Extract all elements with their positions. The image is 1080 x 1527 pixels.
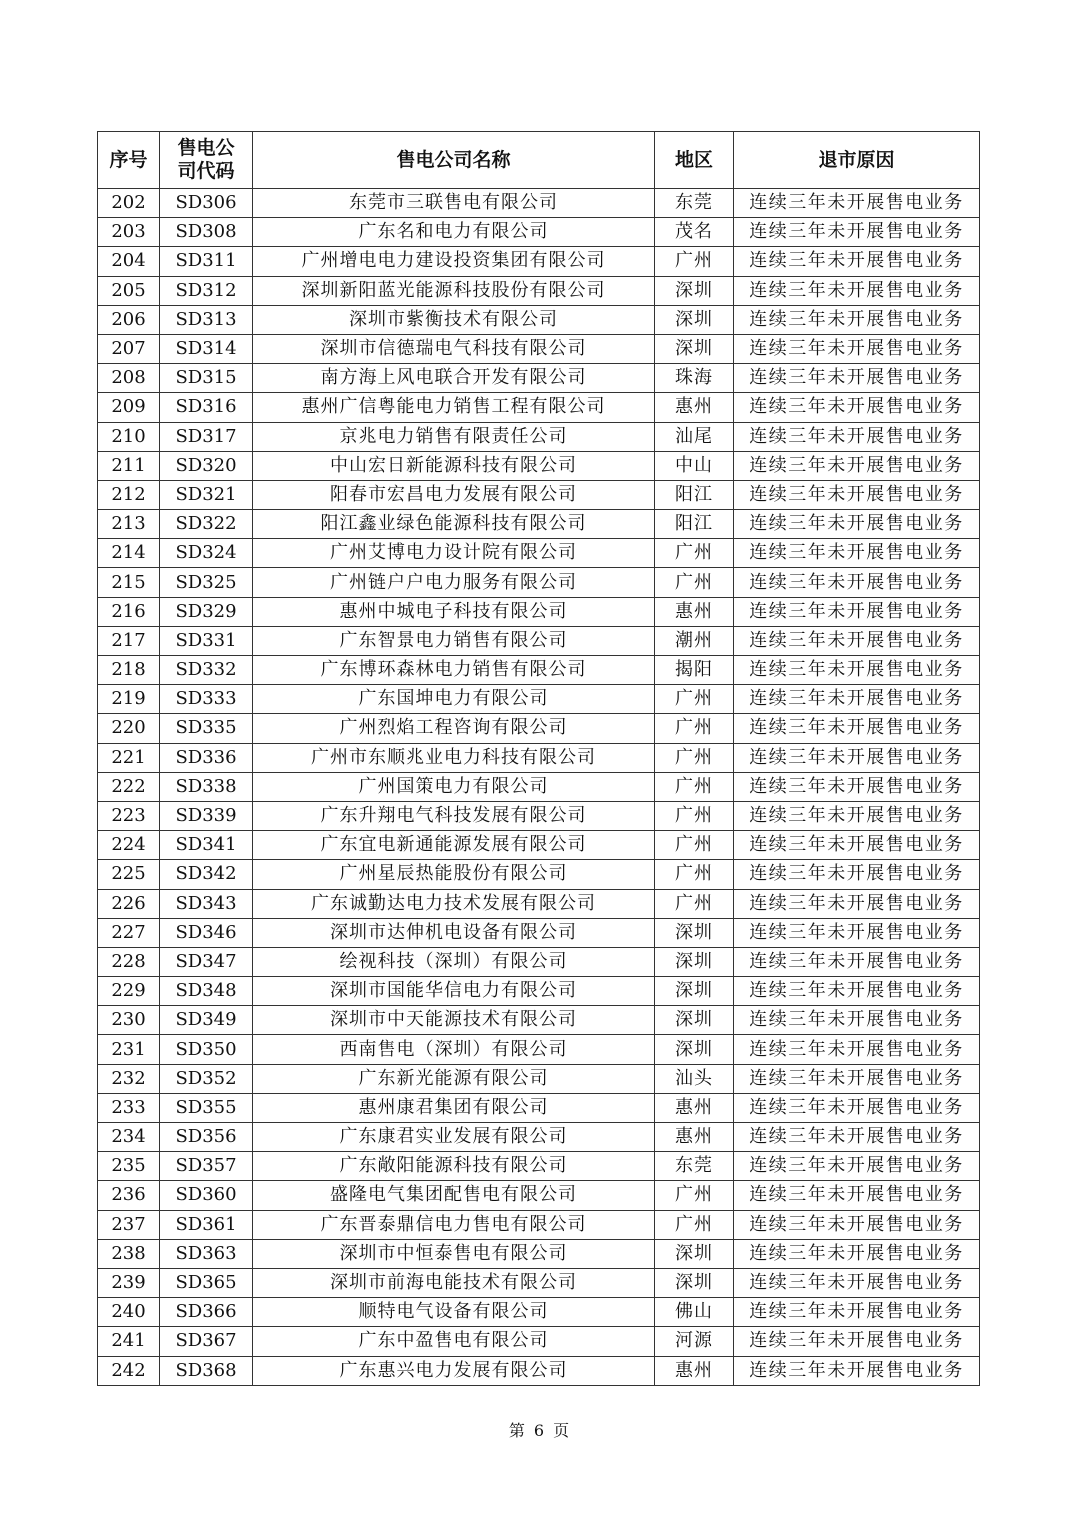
cell-index: 238 [98,1239,160,1268]
cell-reason: 连续三年未开展售电业务 [734,276,980,305]
cell-index: 237 [98,1210,160,1239]
cell-company-name: 广东敞阳能源科技有限公司 [253,1152,655,1181]
cell-region: 深圳 [655,918,734,947]
cell-code: SD343 [160,889,253,918]
cell-company-name: 广州国策电力有限公司 [253,772,655,801]
cell-code: SD363 [160,1239,253,1268]
cell-region: 珠海 [655,364,734,393]
cell-index: 203 [98,218,160,247]
cell-code: SD352 [160,1064,253,1093]
cell-region: 潮州 [655,626,734,655]
table-row [98,1064,980,1093]
cell-region: 广州 [655,539,734,568]
cell-reason: 连续三年未开展售电业务 [734,626,980,655]
cell-index: 232 [98,1064,160,1093]
cell-index: 219 [98,685,160,714]
cell-company-name: 中山宏日新能源科技有限公司 [253,451,655,480]
cell-index: 233 [98,1093,160,1122]
cell-code: SD348 [160,977,253,1006]
cell-region: 广州 [655,831,734,860]
cell-reason: 连续三年未开展售电业务 [734,393,980,422]
cell-region: 广州 [655,860,734,889]
cell-index: 242 [98,1356,160,1385]
cell-region: 佛山 [655,1298,734,1327]
cell-index: 241 [98,1327,160,1356]
cell-company-name: 惠州广信粤能电力销售工程有限公司 [253,393,655,422]
cell-reason: 连续三年未开展售电业务 [734,189,980,218]
cell-code: SD342 [160,860,253,889]
cell-reason: 连续三年未开展售电业务 [734,247,980,276]
cell-index: 240 [98,1298,160,1327]
cell-company-name: 广州链户户电力服务有限公司 [253,568,655,597]
cell-code: SD360 [160,1181,253,1210]
cell-index: 231 [98,1035,160,1064]
cell-index: 220 [98,714,160,743]
cell-reason: 连续三年未开展售电业务 [734,1064,980,1093]
cell-code: SD367 [160,1327,253,1356]
table-row [98,334,980,363]
cell-reason: 连续三年未开展售电业务 [734,714,980,743]
cell-index: 226 [98,889,160,918]
cell-index: 239 [98,1268,160,1297]
header-index: 序号 [98,132,160,189]
cell-company-name: 惠州中城电子科技有限公司 [253,597,655,626]
cell-code: SD308 [160,218,253,247]
cell-reason: 连续三年未开展售电业务 [734,1093,980,1122]
cell-index: 215 [98,568,160,597]
page-number: 第 6 页 [508,1421,572,1440]
table-row [98,889,980,918]
cell-company-name: 深圳市前海电能技术有限公司 [253,1268,655,1297]
table-row [98,218,980,247]
cell-company-name: 深圳市紫衡技术有限公司 [253,305,655,334]
table-row [98,1356,980,1385]
cell-region: 中山 [655,451,734,480]
header-code-label: 售电公司代码 [177,137,235,182]
cell-reason: 连续三年未开展售电业务 [734,510,980,539]
cell-code: SD336 [160,743,253,772]
cell-index: 227 [98,918,160,947]
table-row [98,626,980,655]
cell-region: 广州 [655,714,734,743]
cell-reason: 连续三年未开展售电业务 [734,772,980,801]
cell-reason: 连续三年未开展售电业务 [734,1123,980,1152]
cell-reason: 连续三年未开展售电业务 [734,364,980,393]
cell-reason: 连续三年未开展售电业务 [734,451,980,480]
cell-company-name: 深圳新阳蓝光能源科技股份有限公司 [253,276,655,305]
cell-index: 208 [98,364,160,393]
cell-code: SD312 [160,276,253,305]
table-row [98,247,980,276]
cell-index: 202 [98,189,160,218]
cell-code: SD332 [160,656,253,685]
cell-region: 惠州 [655,393,734,422]
header-region: 地区 [655,132,734,189]
cell-reason: 连续三年未开展售电业务 [734,889,980,918]
table-row [98,772,980,801]
cell-reason: 连续三年未开展售电业务 [734,801,980,830]
table-row [98,305,980,334]
cell-company-name: 阳春市宏昌电力发展有限公司 [253,480,655,509]
cell-company-name: 绘视科技（深圳）有限公司 [253,947,655,976]
cell-company-name: 广州烈焰工程咨询有限公司 [253,714,655,743]
cell-code: SD306 [160,189,253,218]
cell-code: SD315 [160,364,253,393]
company-table [97,131,980,1386]
cell-company-name: 京兆电力销售有限责任公司 [253,422,655,451]
cell-reason: 连续三年未开展售电业务 [734,860,980,889]
cell-index: 217 [98,626,160,655]
table-row [98,568,980,597]
cell-region: 广州 [655,568,734,597]
cell-region: 深圳 [655,305,734,334]
cell-region: 广州 [655,743,734,772]
cell-region: 惠州 [655,597,734,626]
cell-reason: 连续三年未开展售电业务 [734,1239,980,1268]
table-row [98,977,980,1006]
table-row [98,422,980,451]
cell-region: 揭阳 [655,656,734,685]
cell-code: SD322 [160,510,253,539]
cell-reason: 连续三年未开展售电业务 [734,1298,980,1327]
cell-reason: 连续三年未开展售电业务 [734,568,980,597]
cell-company-name: 东莞市三联售电有限公司 [253,189,655,218]
table-body [98,189,980,1386]
table-row [98,1210,980,1239]
cell-region: 广州 [655,685,734,714]
cell-reason: 连续三年未开展售电业务 [734,1006,980,1035]
cell-company-name: 广州星辰热能股份有限公司 [253,860,655,889]
cell-code: SD333 [160,685,253,714]
cell-code: SD331 [160,626,253,655]
cell-reason: 连续三年未开展售电业务 [734,743,980,772]
cell-index: 223 [98,801,160,830]
cell-reason: 连续三年未开展售电业务 [734,685,980,714]
cell-region: 深圳 [655,977,734,1006]
cell-company-name: 深圳市达伸机电设备有限公司 [253,918,655,947]
cell-company-name: 广东国坤电力有限公司 [253,685,655,714]
cell-region: 惠州 [655,1123,734,1152]
cell-region: 汕头 [655,1064,734,1093]
table-row [98,831,980,860]
cell-index: 218 [98,656,160,685]
cell-reason: 连续三年未开展售电业务 [734,422,980,451]
cell-index: 216 [98,597,160,626]
cell-company-name: 南方海上风电联合开发有限公司 [253,364,655,393]
cell-code: SD338 [160,772,253,801]
cell-region: 深圳 [655,1035,734,1064]
cell-reason: 连续三年未开展售电业务 [734,831,980,860]
cell-company-name: 深圳市信德瑞电气科技有限公司 [253,334,655,363]
cell-company-name: 顺特电气设备有限公司 [253,1298,655,1327]
cell-code: SD317 [160,422,253,451]
cell-code: SD346 [160,918,253,947]
table-row [98,918,980,947]
cell-company-name: 广东智景电力销售有限公司 [253,626,655,655]
cell-reason: 连续三年未开展售电业务 [734,334,980,363]
table-row [98,1093,980,1122]
cell-index: 210 [98,422,160,451]
cell-company-name: 广东惠兴电力发展有限公司 [253,1356,655,1385]
cell-company-name: 广东新光能源有限公司 [253,1064,655,1093]
cell-code: SD350 [160,1035,253,1064]
cell-index: 221 [98,743,160,772]
cell-region: 河源 [655,1327,734,1356]
cell-company-name: 广州艾博电力设计院有限公司 [253,539,655,568]
table-row [98,947,980,976]
cell-reason: 连续三年未开展售电业务 [734,1356,980,1385]
cell-index: 234 [98,1123,160,1152]
cell-reason: 连续三年未开展售电业务 [734,1152,980,1181]
cell-code: SD314 [160,334,253,363]
table-row [98,656,980,685]
cell-index: 214 [98,539,160,568]
cell-reason: 连续三年未开展售电业务 [734,1035,980,1064]
cell-code: SD324 [160,539,253,568]
table-row [98,364,980,393]
cell-region: 广州 [655,1210,734,1239]
table-row [98,801,980,830]
table-row [98,189,980,218]
cell-code: SD368 [160,1356,253,1385]
cell-region: 深圳 [655,276,734,305]
table-row [98,685,980,714]
header-name: 售电公司名称 [253,132,655,189]
cell-index: 235 [98,1152,160,1181]
cell-index: 222 [98,772,160,801]
cell-code: SD321 [160,480,253,509]
cell-company-name: 盛隆电气集团配售电有限公司 [253,1181,655,1210]
header-reason: 退市原因 [734,132,980,189]
cell-company-name: 深圳市国能华信电力有限公司 [253,977,655,1006]
cell-index: 230 [98,1006,160,1035]
cell-code: SD313 [160,305,253,334]
cell-company-name: 阳江鑫业绿色能源科技有限公司 [253,510,655,539]
cell-region: 惠州 [655,1356,734,1385]
cell-code: SD335 [160,714,253,743]
cell-region: 广州 [655,772,734,801]
cell-code: SD320 [160,451,253,480]
cell-code: SD349 [160,1006,253,1035]
cell-index: 207 [98,334,160,363]
cell-region: 茂名 [655,218,734,247]
table-row [98,1298,980,1327]
cell-reason: 连续三年未开展售电业务 [734,1268,980,1297]
table-row [98,1181,980,1210]
cell-code: SD339 [160,801,253,830]
cell-reason: 连续三年未开展售电业务 [734,1181,980,1210]
header-code [160,132,253,189]
cell-reason: 连续三年未开展售电业务 [734,1327,980,1356]
cell-reason: 连续三年未开展售电业务 [734,305,980,334]
table-row [98,743,980,772]
cell-company-name: 广东康君实业发展有限公司 [253,1123,655,1152]
cell-company-name: 广东博环森林电力销售有限公司 [253,656,655,685]
cell-code: SD365 [160,1268,253,1297]
table-header-row [98,132,980,189]
cell-region: 广州 [655,1181,734,1210]
table-row [98,597,980,626]
table-row [98,1035,980,1064]
cell-region: 深圳 [655,1239,734,1268]
cell-reason: 连续三年未开展售电业务 [734,480,980,509]
cell-reason: 连续三年未开展售电业务 [734,1210,980,1239]
cell-company-name: 广东中盈售电有限公司 [253,1327,655,1356]
cell-code: SD361 [160,1210,253,1239]
cell-index: 225 [98,860,160,889]
cell-index: 236 [98,1181,160,1210]
cell-code: SD325 [160,568,253,597]
cell-company-name: 深圳市中恒泰售电有限公司 [253,1239,655,1268]
cell-region: 广州 [655,889,734,918]
cell-company-name: 广东名和电力有限公司 [253,218,655,247]
cell-region: 东莞 [655,1152,734,1181]
table-row [98,276,980,305]
cell-reason: 连续三年未开展售电业务 [734,977,980,1006]
cell-index: 213 [98,510,160,539]
cell-company-name: 西南售电（深圳）有限公司 [253,1035,655,1064]
cell-region: 惠州 [655,1093,734,1122]
table-row [98,1268,980,1297]
cell-index: 204 [98,247,160,276]
cell-region: 深圳 [655,1268,734,1297]
cell-company-name: 广东晋泰鼎信电力售电有限公司 [253,1210,655,1239]
cell-company-name: 广州增电电力建设投资集团有限公司 [253,247,655,276]
cell-reason: 连续三年未开展售电业务 [734,656,980,685]
table-row [98,539,980,568]
table-row [98,510,980,539]
cell-region: 阳江 [655,510,734,539]
table-row [98,480,980,509]
cell-region: 广州 [655,247,734,276]
cell-company-name: 广东升翔电气科技发展有限公司 [253,801,655,830]
cell-code: SD356 [160,1123,253,1152]
table-row [98,451,980,480]
cell-region: 深圳 [655,334,734,363]
cell-code: SD366 [160,1298,253,1327]
cell-company-name: 深圳市中天能源技术有限公司 [253,1006,655,1035]
table-row [98,714,980,743]
cell-index: 224 [98,831,160,860]
cell-company-name: 广东宜电新通能源发展有限公司 [253,831,655,860]
cell-company-name: 广东诚勤达电力技术发展有限公司 [253,889,655,918]
table-row [98,1123,980,1152]
cell-index: 211 [98,451,160,480]
cell-region: 汕尾 [655,422,734,451]
cell-region: 阳江 [655,480,734,509]
cell-region: 东莞 [655,189,734,218]
cell-index: 229 [98,977,160,1006]
table-row [98,1006,980,1035]
table-row [98,1239,980,1268]
cell-code: SD347 [160,947,253,976]
cell-reason: 连续三年未开展售电业务 [734,947,980,976]
cell-reason: 连续三年未开展售电业务 [734,597,980,626]
cell-index: 205 [98,276,160,305]
cell-code: SD316 [160,393,253,422]
cell-code: SD357 [160,1152,253,1181]
cell-index: 209 [98,393,160,422]
cell-reason: 连续三年未开展售电业务 [734,918,980,947]
cell-code: SD329 [160,597,253,626]
cell-region: 深圳 [655,947,734,976]
cell-code: SD341 [160,831,253,860]
cell-index: 212 [98,480,160,509]
cell-reason: 连续三年未开展售电业务 [734,218,980,247]
table-row [98,860,980,889]
cell-index: 206 [98,305,160,334]
cell-code: SD355 [160,1093,253,1122]
cell-region: 广州 [655,801,734,830]
cell-reason: 连续三年未开展售电业务 [734,539,980,568]
cell-index: 228 [98,947,160,976]
cell-code: SD311 [160,247,253,276]
cell-company-name: 广州市东顺兆业电力科技有限公司 [253,743,655,772]
table-row [98,393,980,422]
table-row [98,1327,980,1356]
cell-company-name: 惠州康君集团有限公司 [253,1093,655,1122]
table-row [98,1152,980,1181]
cell-region: 深圳 [655,1006,734,1035]
